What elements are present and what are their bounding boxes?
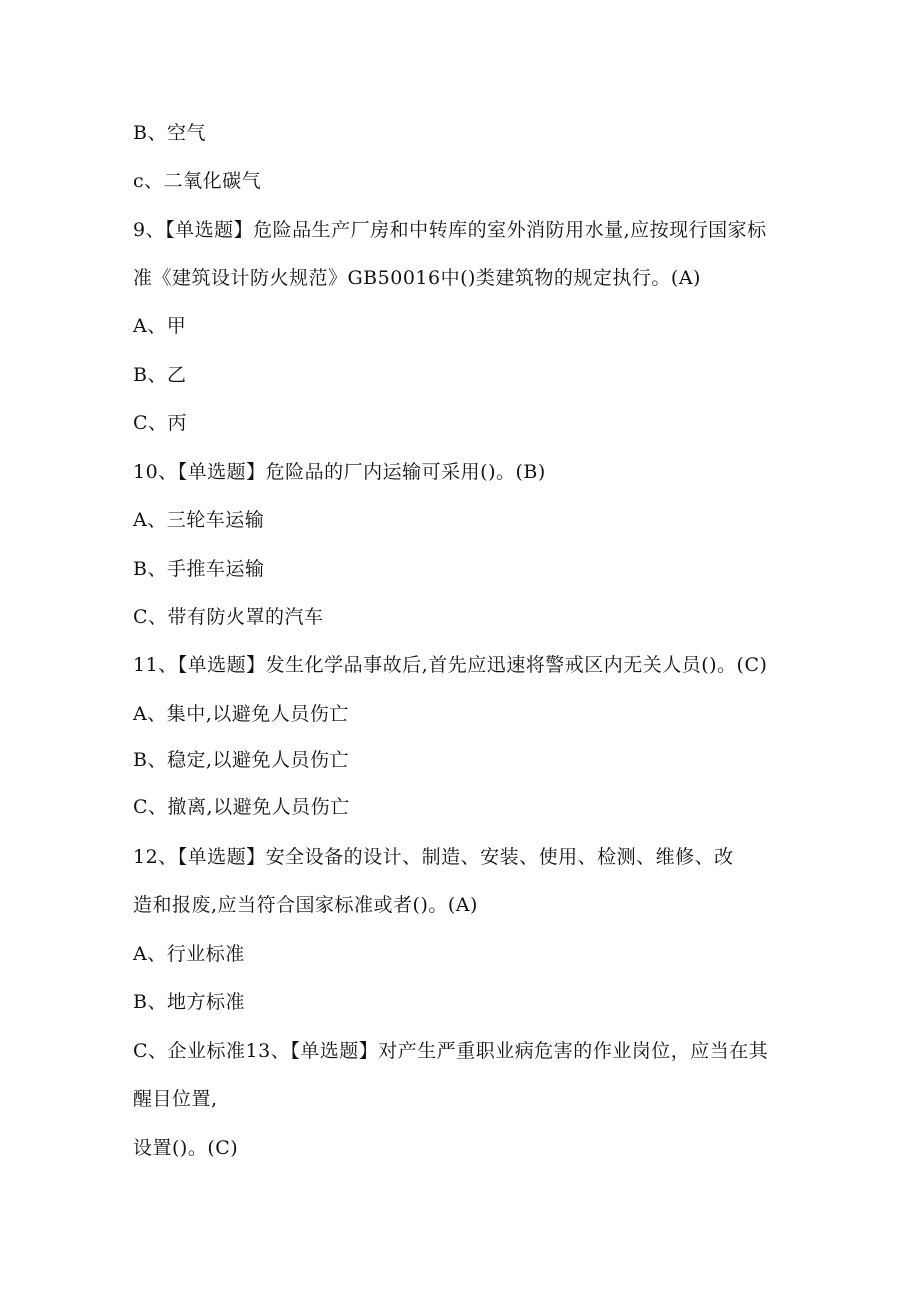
question-9-line-1: 9、【单选题】危险品生产厂房和中转库的室外消防用水量,应按现行国家标 xyxy=(133,219,767,241)
question-13-line-3: 设置()。(C) xyxy=(133,1137,239,1159)
option-c-q12-and-question-13: C、企业标准13、【单选题】对产生严重职业病危害的作业岗位，应当在其 xyxy=(133,1040,769,1062)
question-11: 11、【单选题】发生化学品事故后,首先应迅速将警戒区内无关人员()。(C) xyxy=(133,654,768,676)
option-b-q11: B、稳定,以避免人员伤亡 xyxy=(133,749,350,771)
option-b-q9: B、乙 xyxy=(133,364,187,386)
option-c-q9: C、丙 xyxy=(133,412,188,434)
option-c-q11: C、撤离,以避免人员伤亡 xyxy=(133,796,350,818)
question-13-line-2: 醒目位置, xyxy=(133,1088,218,1110)
question-9-line-2: 准《建筑设计防火规范》GB50016中()类建筑物的规定执行。(A) xyxy=(133,267,701,289)
option-b-q8: B、空气 xyxy=(133,122,206,144)
option-b-q12: B、地方标准 xyxy=(133,991,245,1013)
option-a-q9: A、甲 xyxy=(133,315,187,337)
option-a-q12: A、行业标准 xyxy=(133,943,245,965)
option-b-q10: B、手推车运输 xyxy=(133,558,265,580)
question-12-line-1: 12、【单选题】安全设备的设计、制造、安装、使用、检测、维修、改 xyxy=(133,846,734,868)
option-a-q11: A、集中,以避免人员伤亡 xyxy=(133,703,349,725)
question-10: 10、【单选题】危险品的厂内运输可采用()。(B) xyxy=(133,461,546,483)
question-12-line-2: 造和报废,应当符合国家标准或者()。(A) xyxy=(133,894,478,916)
option-c-q10: C、带有防火罩的汽车 xyxy=(133,606,324,628)
option-a-q10: A、三轮车运输 xyxy=(133,509,265,531)
option-c-q8: c、二氧化碳气 xyxy=(133,170,262,192)
